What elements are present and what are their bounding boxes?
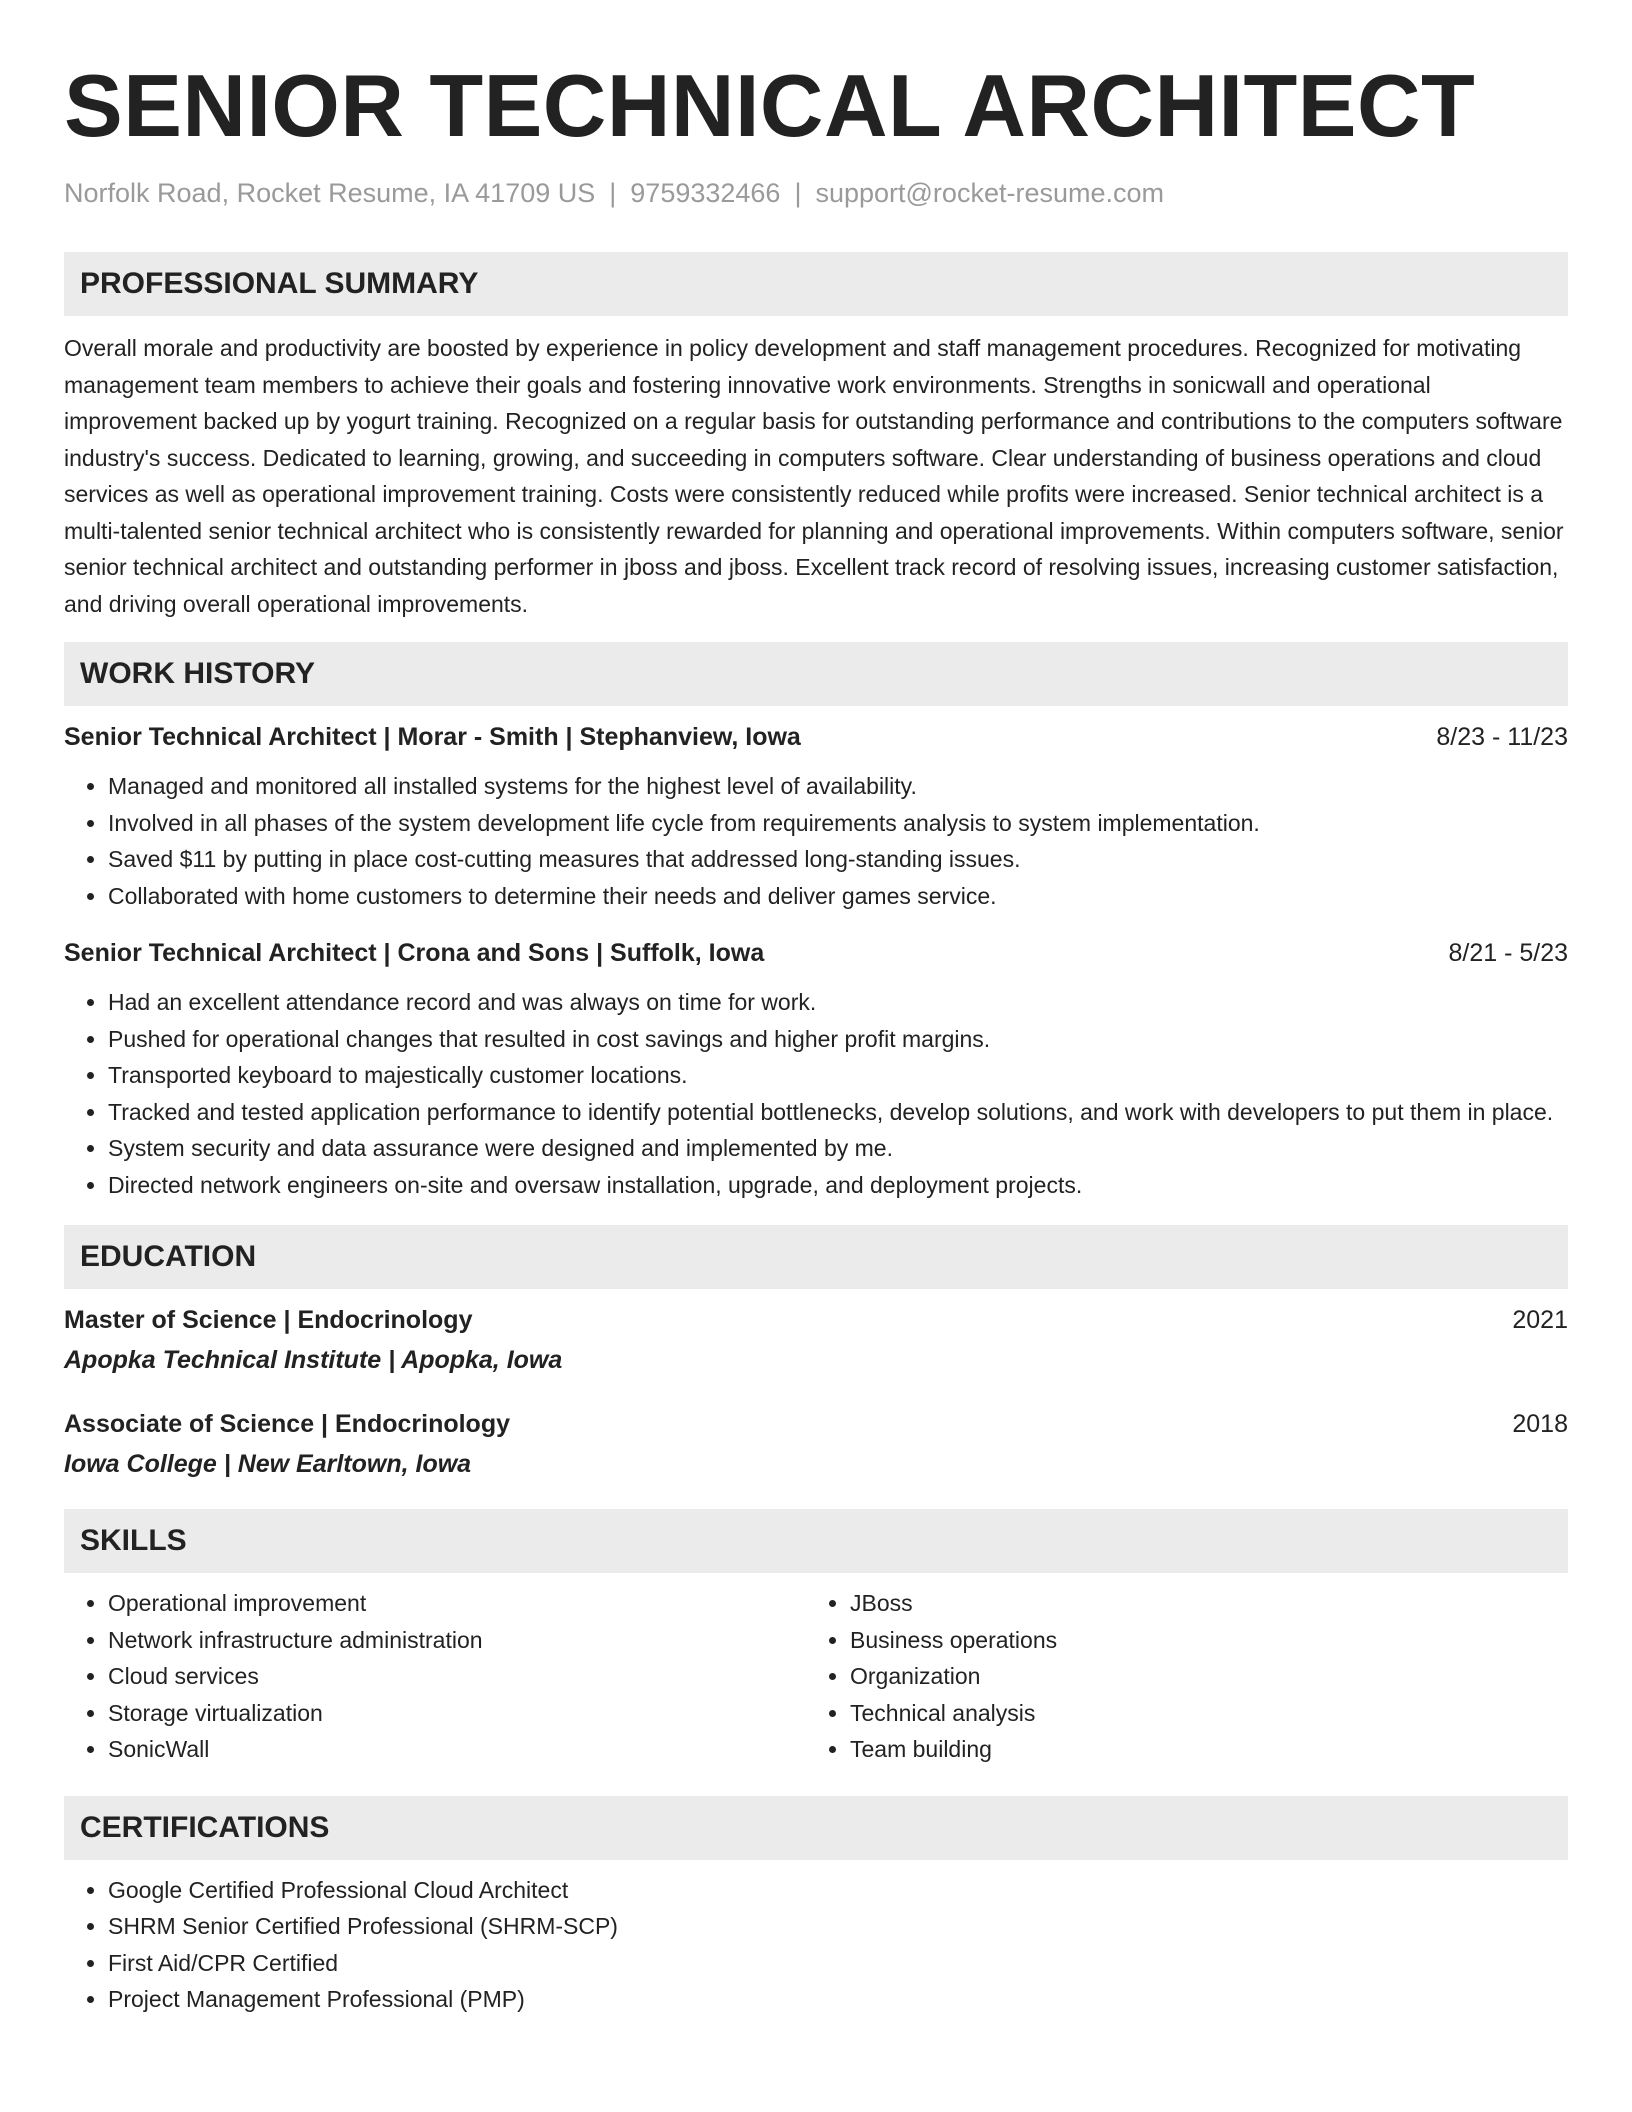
job-header — [64, 936, 1568, 970]
certifications-heading: CERTIFICATIONS — [64, 1796, 1568, 1860]
job-bullet: • Managed and monitored all installed systems for the highest level of availability. — [108, 768, 1568, 805]
job-bullet: • Saved $11 by putting in place cost-cutting measures that addressed long-standing issues. — [108, 841, 1568, 878]
contact-line — [64, 176, 1568, 210]
skill-item: • Operational improvement — [108, 1585, 806, 1622]
resume-name: SENIOR TECHNICAL ARCHITECT — [64, 56, 1476, 155]
education-header — [64, 1303, 1568, 1337]
skill-item: • Business operations — [850, 1622, 1548, 1659]
degree: Associate of Science | Endocrinology — [64, 1410, 510, 1438]
job-bullet: • Directed network engineers on-site and oversaw installation, upgrade, and deployment projects. — [108, 1167, 1568, 1204]
degree: Master of Science | Endocrinology — [64, 1306, 473, 1334]
certification-item: • Project Management Professional (PMP) — [108, 1981, 1568, 2018]
contact-address: Norfolk Road, Rocket Resume, IA 41709 US — [64, 178, 596, 208]
job-title: Senior Technical Architect | Morar - Smith | Stephanview, Iowa — [64, 723, 801, 751]
summary-text: Overall morale and productivity are boosted by experience in policy development and staff management procedures. Recognized for motivating management team members to achieve their goals and fostering innovative work environments. Strengths in sonicwall and operational improvement backed up by yogurt training. Recognized on a regular basis for outstanding performance and contributions to the computers software industry's success. Dedicated to learning, growing, and succeeding in computers software. Clear understanding of business operations and cloud services as well as operational improvement training. Costs were consistently reduced while profits were increased. Senior technical architect is a multi-talented senior technical architect who is consistently rewarded for planning and operational improvements. Within computers software, senior senior technical architect and outstanding performer in jboss and jboss. Excellent track record of resolving issues, increasing customer satisfaction, and driving overall operational improvements. — [64, 335, 1564, 617]
job-bullet: • Collaborated with home customers to determine their needs and deliver games service. — [108, 878, 1568, 915]
job-bullet: • Transported keyboard to majestically customer locations. — [108, 1057, 1568, 1094]
job-bullet: • System security and data assurance were designed and implemented by me. — [108, 1130, 1568, 1167]
skill-item: • Technical analysis — [850, 1695, 1548, 1732]
skill-item: • SonicWall — [108, 1731, 806, 1768]
job-title: Senior Technical Architect | Crona and Sons | Suffolk, Iowa — [64, 939, 765, 967]
skill-item: • Network infrastructure administration — [108, 1622, 806, 1659]
job-bullets — [64, 984, 1568, 1203]
education-year: 2021 — [1512, 1306, 1568, 1334]
job-bullet: • Had an excellent attendance record and was always on time for work. — [108, 984, 1568, 1021]
school: Apopka Technical Institute | Apopka, Iowa — [64, 1346, 563, 1374]
work-history-heading: WORK HISTORY — [64, 642, 1568, 706]
job-dates: 8/21 - 5/23 — [1448, 939, 1568, 967]
contact-separator: | — [794, 178, 802, 208]
certification-item: • SHRM Senior Certified Professional (SHRM-SCP) — [108, 1908, 1568, 1945]
job-entry — [64, 936, 1568, 1203]
skill-item: • Organization — [850, 1658, 1548, 1695]
education-year: 2018 — [1512, 1410, 1568, 1438]
job-bullet: • Involved in all phases of the system development life cycle from requirements analysis to system implementation. — [108, 805, 1568, 842]
certifications-list — [64, 1872, 1568, 2018]
skill-item: • Team building — [850, 1731, 1548, 1768]
skill-item: • Cloud services — [108, 1658, 806, 1695]
certification-item: • First Aid/CPR Certified — [108, 1945, 1568, 1982]
contact-phone: 9759332466 — [630, 178, 781, 208]
skills-list — [64, 1585, 1568, 1768]
contact-separator: | — [609, 178, 617, 208]
job-dates: 8/23 - 11/23 — [1436, 723, 1568, 751]
school: Iowa College | New Earltown, Iowa — [64, 1450, 472, 1478]
skill-item: • JBoss — [850, 1585, 1548, 1622]
contact-email: support@rocket-resume.com — [815, 178, 1164, 208]
summary-heading: PROFESSIONAL SUMMARY — [64, 252, 1568, 316]
education-heading: EDUCATION — [64, 1225, 1568, 1289]
skills-column-right — [806, 1585, 1548, 1768]
education-entry — [64, 1407, 1568, 1481]
job-bullet: • Tracked and tested application performance to identify potential bottlenecks, develop solutions, and work with developers to put them in place. — [108, 1094, 1568, 1131]
job-entry — [64, 720, 1568, 914]
job-bullets — [64, 768, 1568, 914]
job-bullet: • Pushed for operational changes that resulted in cost savings and higher profit margins. — [108, 1021, 1568, 1058]
job-header — [64, 720, 1568, 754]
skill-item: • Storage virtualization — [108, 1695, 806, 1732]
education-header — [64, 1407, 1568, 1441]
skills-column-left — [64, 1585, 806, 1768]
skills-heading: SKILLS — [64, 1509, 1568, 1573]
education-entry — [64, 1303, 1568, 1377]
certification-item: • Google Certified Professional Cloud Architect — [108, 1872, 1568, 1909]
